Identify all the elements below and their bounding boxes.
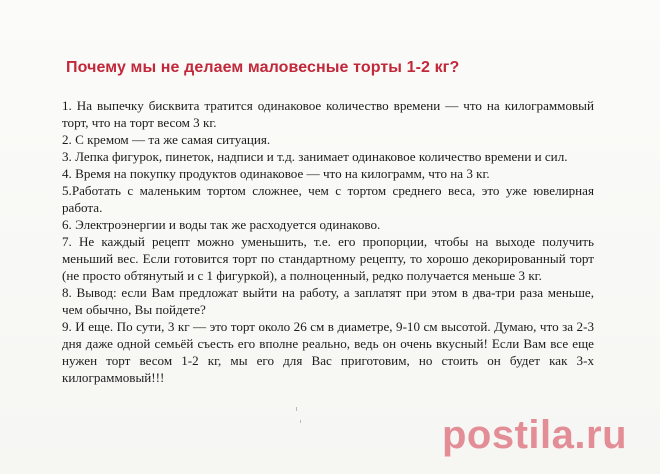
watermark-text: postila.ru [442,413,628,457]
document-body [62,97,594,386]
document-title: Почему мы не делаем маловесные торты 1-2 кг? [66,59,460,76]
point-9: 9. И еще. По сути, 3 кг — это торт около 26 см в диаметре, 9-10 см высотой. Думаю, что за 2-3 дня даже одной семьёй съесть его вполне реально, ведь он очень вкусный! Если Вам все еще нужен торт весом 1-2 кг, мы его для Вас приготовим, но стоить он будет как 3-х килограммовый!!! [62,319,594,385]
scan-speck [300,420,301,423]
scan-speck [296,407,297,411]
watermark-logo [440,400,660,472]
point-2: 2. С кремом — та же самая ситуация. [62,132,271,147]
point-4: 4. Время на покупку продуктов одинаковое — что на килограмм, что на 3 кг. [62,166,490,181]
point-7: 7. Не каждый рецепт можно уменьшить, т.е. его пропорции, чтобы на выходе получить меньший вес. Если готовится торт по стандартному рецепту, то хорошо декорированный торт (не просто обтянутый и с 1 фигуркой), а полноценный, редко получается меньше 3 кг. [62,234,594,283]
point-3: 3. Лепка фигурок, пинеток, надписи и т.д. занимает одинаковое количество времени и сил. [62,149,568,164]
point-8: 8. Вывод: если Вам предложат выйти на работу, а заплатят при этом в два-три раза меньше, чем обычно, Вы пойдете? [62,285,594,317]
point-1: 1. На выпечку бисквита тратится одинаковое количество времени — что на килограммовый торт, что на торт весом 3 кг. [62,98,594,130]
point-5: 5.Работать с маленьким тортом сложнее, чем с тортом среднего веса, это уже ювелирная работа. [62,183,594,215]
point-6: 6. Электроэнергии и воды так же расходуется одинаково. [62,217,381,232]
